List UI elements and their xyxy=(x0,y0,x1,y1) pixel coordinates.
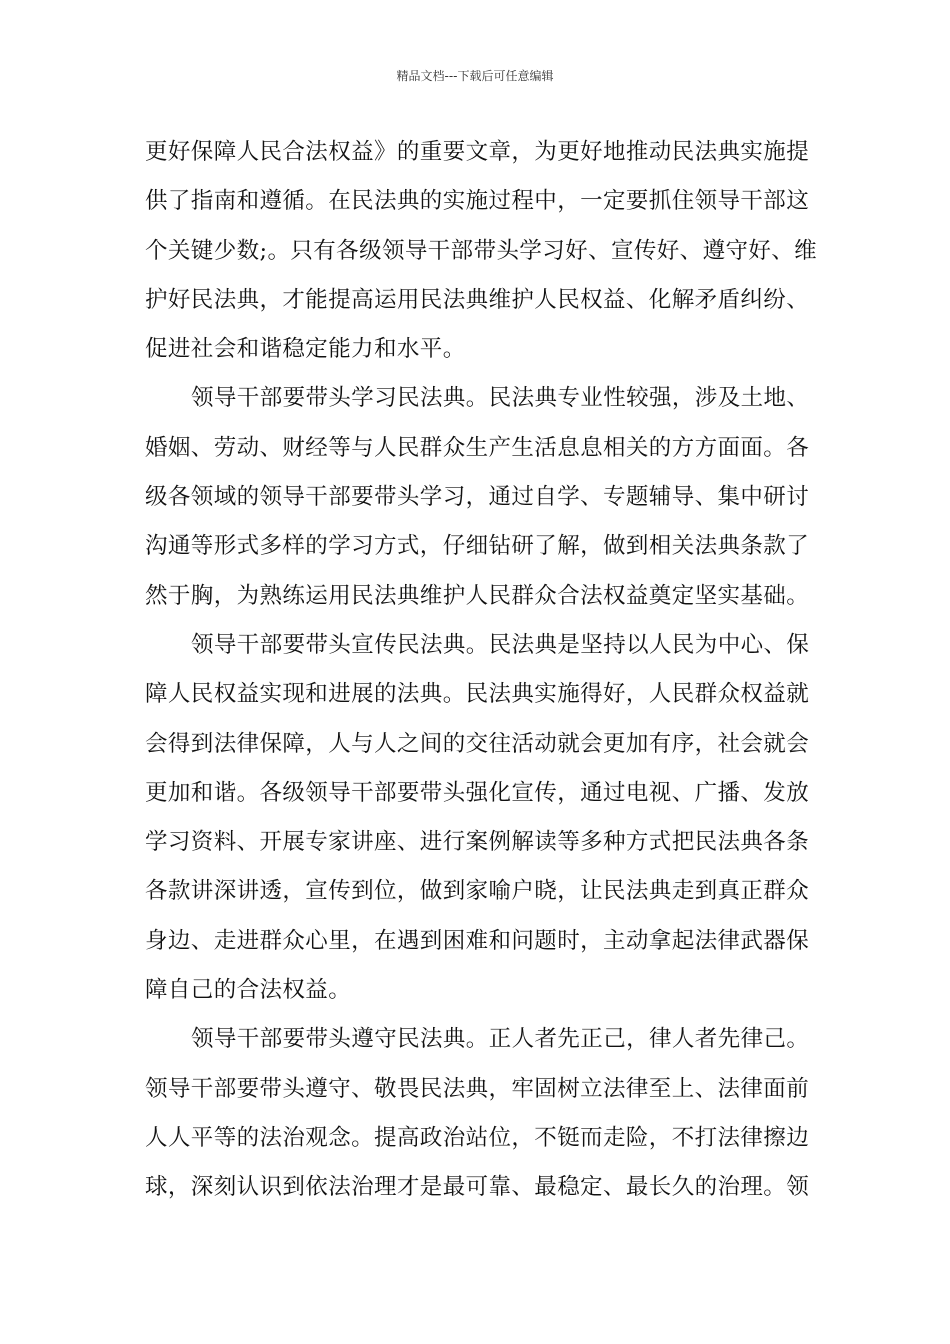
text-line: 供了指南和遵循。在民法典的实施过程中，一定要抓住领导干部这 xyxy=(145,188,810,215)
document-body xyxy=(145,132,818,1217)
text-line: 各款讲深讲透，宣传到位，做到家喻户晓，让民法典走到真正群众 xyxy=(145,878,810,905)
text-line: 级各领域的领导干部要带头学习，通过自学、专题辅导、集中研讨 xyxy=(145,484,810,511)
text-line: 更加和谐。各级领导干部要带头强化宣传，通过电视、广播、发放 xyxy=(145,779,810,806)
text-line: 领导干部要带头遵守、敬畏民法典，牢固树立法律至上、法律面前 xyxy=(145,1075,810,1102)
text-line: 会得到法律保障，人与人之间的交往活动就会更加有序，社会就会 xyxy=(145,730,810,757)
text-line: 身边、走进群众心里，在遇到困难和问题时，主动拿起法律武器保 xyxy=(145,927,810,954)
text-line: 障人民权益实现和进展的法典。民法典实施得好，人民群众权益就 xyxy=(145,681,810,708)
text-line: 障自己的合法权益。 xyxy=(145,977,352,1004)
text-line: 领导干部要带头学习民法典。民法典专业性较强，涉及土地、 xyxy=(191,385,810,412)
text-line: 个关键少数;。只有各级领导干部带头学习好、宣传好、遵守好、维 xyxy=(145,237,818,264)
text-line: 领导干部要带头宣传民法典。民法典是坚持以人民为中心、保 xyxy=(191,631,810,658)
text-line: 促进社会和谐稳定能力和水平。 xyxy=(145,336,466,363)
text-line: 人人平等的法治观念。提高政治站位，不铤而走险，不打法律擦边 xyxy=(145,1124,810,1151)
text-line: 沟通等形式多样的学习方式，仔细钻研了解，做到相关法典条款了 xyxy=(145,533,810,560)
text-line: 更好保障人民合法权益》的重要文章，为更好地推动民法典实施提 xyxy=(145,139,810,165)
text-line: 然于胸，为熟练运用民法典维护人民群众合法权益奠定坚实基础。 xyxy=(145,582,810,609)
page-header: 精品文档---下载后可任意编辑 xyxy=(396,69,554,83)
text-line: 护好民法典，才能提高运用民法典维护人民权益、化解矛盾纠纷、 xyxy=(145,286,810,313)
text-line: 学习资料、开展专家讲座、进行案例解读等多种方式把民法典各条 xyxy=(145,829,810,856)
text-line: 领导干部要带头遵守民法典。正人者先正己，律人者先律己。 xyxy=(191,1026,810,1053)
text-line: 婚姻、劳动、财经等与人民群众生产生活息息相关的方方面面。各 xyxy=(145,434,810,461)
text-line: 球，深刻认识到依法治理才是最可靠、最稳定、最长久的治理。领 xyxy=(145,1174,810,1201)
